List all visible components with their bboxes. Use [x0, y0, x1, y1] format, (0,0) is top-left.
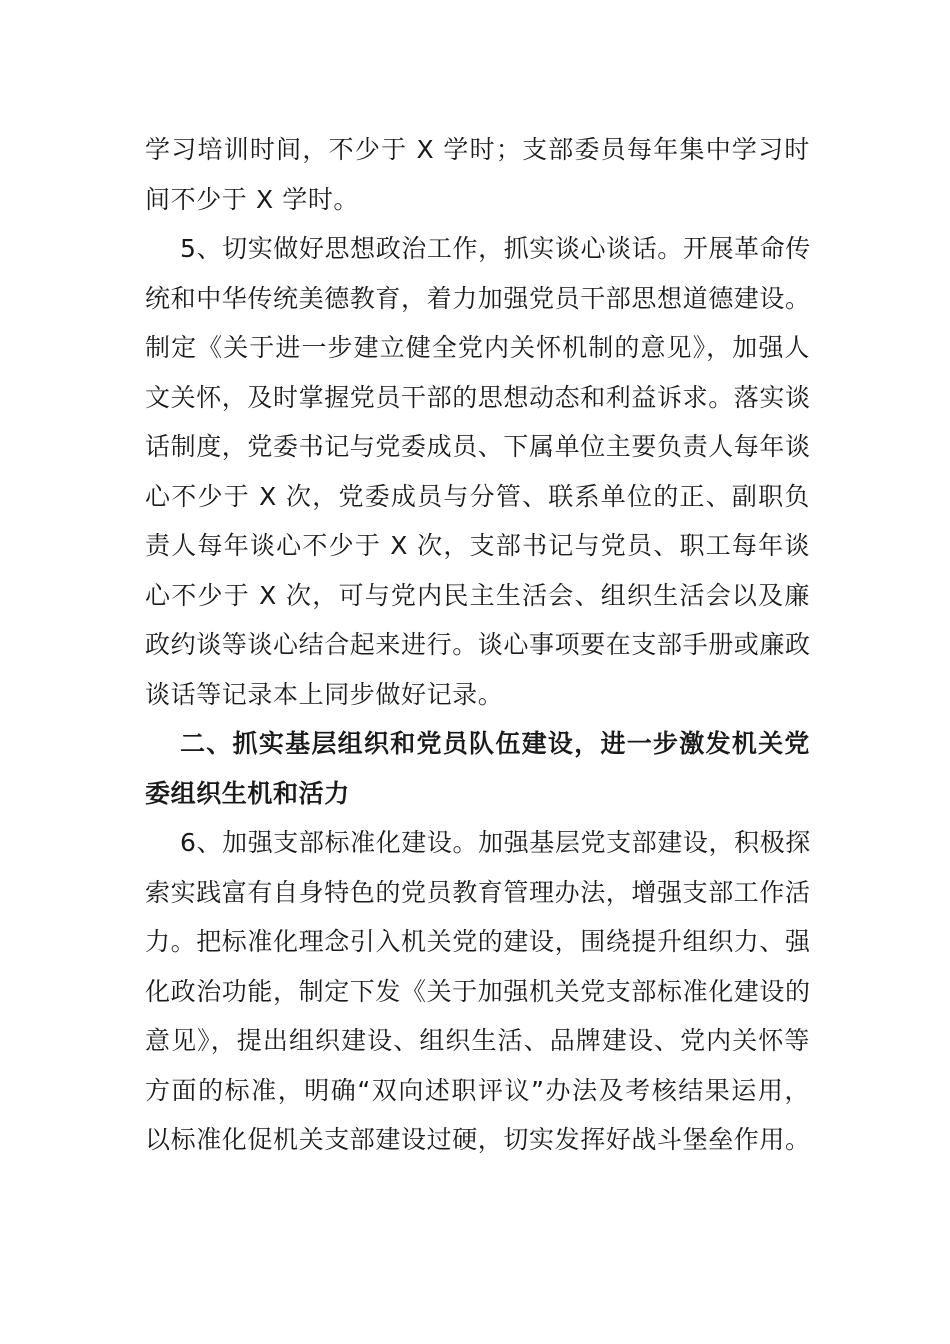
paragraph-line: 文关怀，及时掌握党员干部的思想动态和利益诉求。落实谈 — [145, 382, 811, 412]
paragraph-line: 以标准化促机关支部建设过硬，切实发挥好战斗堡垒作用。 — [145, 1125, 811, 1154]
paragraph-line: 心不少于 X 次，可与党内民主生活会、组织生活会以及廉 — [145, 580, 810, 610]
paragraph-line: 力。把标准化理念引入机关党的建设，围绕提升组织力、强 — [145, 927, 811, 956]
paragraph-line: 化政治功能，制定下发《关于加强机关党支部标准化建设的 — [145, 976, 811, 1006]
paragraph-line: 间不少于 X 学时。 — [145, 184, 360, 214]
paragraph-line: 统和中华传统美德教育，着力加强党员干部思想道德建设。 — [145, 283, 811, 313]
paragraph-line: 5、切实做好思想政治工作，抓实谈心谈话。开展革命传 — [180, 234, 811, 263]
paragraph-line: 制定《关于进一步建立健全党内关怀机制的意见》，加强人 — [145, 333, 810, 362]
paragraph-line: 政约谈等谈心结合起来进行。谈心事项要在支部手册或廉政 — [145, 630, 811, 659]
paragraph-line: 学习培训时间，不少于 X 学时；支部委员每年集中学习时 — [145, 135, 810, 164]
paragraph-line: 责人每年谈心不少于 X 次，支部书记与党员、职工每年谈 — [145, 531, 810, 560]
paragraph-line: 方面的标准，明确“双向述职评议”办法及考核结果运用， — [145, 1075, 810, 1105]
section-heading-line: 委组织生机和活力 — [145, 778, 350, 808]
paragraph-line: 谈话等记录本上同步做好记录。 — [145, 679, 504, 709]
paragraph-line: 心不少于 X 次，党委成员与分管、联系单位的正、副职负 — [145, 481, 810, 511]
paragraph-line: 索实践富有自身特色的党员教育管理办法，增强支部工作活 — [145, 877, 811, 907]
paragraph-line: 话制度，党委书记与党委成员、下属单位主要负责人每年谈 — [145, 432, 811, 461]
paragraph-line: 意见》，提出组织建设、组织生活、品牌建设、党内关怀等 — [145, 1026, 810, 1055]
section-heading-line: 二、抓实基层组织和党员队伍建设，进一步激发机关党 — [180, 729, 810, 758]
paragraph-line: 6、加强支部标准化建设。加强基层党支部建设，积极探 — [180, 828, 811, 857]
